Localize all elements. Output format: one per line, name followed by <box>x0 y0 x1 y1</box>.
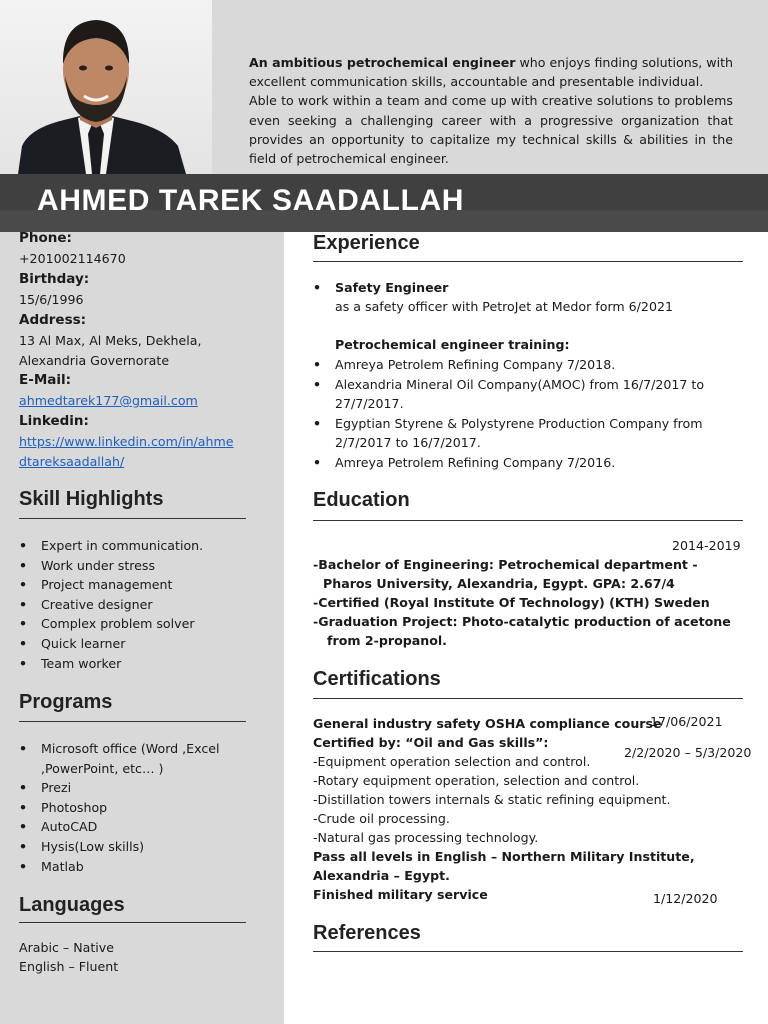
linkedin-link-line-1[interactable]: https://www.linkedin.com/in/ahme <box>19 434 234 449</box>
phone-value: +201002114670 <box>19 251 126 266</box>
education-heading: Education <box>313 489 410 511</box>
list-item: • Egyptian Styrene & Polystyrene Production Company from 2/7/2017 to 16/7/2017. <box>313 414 708 453</box>
osha-date: 17/06/2021 <box>650 714 723 729</box>
programs-divider <box>19 721 246 722</box>
language-english: English – Fluent <box>19 959 119 974</box>
list-item: • Team worker <box>19 654 259 674</box>
experience-divider <box>313 261 743 262</box>
training-heading: Petrochemical engineer training: <box>335 337 570 352</box>
address-line-1: 13 Al Max, Al Meks, Dekhela, <box>19 333 202 348</box>
list-item: • Expert in communication. <box>19 536 259 556</box>
list-item: • Amreya Petrolem Refining Company 7/2018. <box>313 355 708 375</box>
list-item: • Quick learner <box>19 634 259 654</box>
certifications-heading: Certifications <box>313 668 441 690</box>
list-item: • Photoshop <box>19 798 224 818</box>
education-date: 2014-2019 <box>672 538 741 553</box>
phone-label: Phone: <box>19 230 72 246</box>
education-project-cont: from 2-propanol. <box>327 633 447 648</box>
experience-heading: Experience <box>313 232 420 254</box>
language-arabic: Arabic – Native <box>19 940 115 955</box>
intro-paragraph-2: Able to work within a team and come up with creative solutions to problems even seeking a challenging career with a progressive organization that provides an opportunity to capitalize my technical skills & abilities in the field of petrochemical engineer. <box>249 93 733 167</box>
education-degree: -Bachelor of Engineering: Petrochemical department - <box>313 557 698 572</box>
list-item: • Alexandria Mineral Oil Company(AMOC) from 16/7/2017 to 27/7/2017. <box>313 375 708 414</box>
programs-heading: Programs <box>19 691 113 713</box>
military-service: Finished military service <box>313 887 488 902</box>
job-title: • Safety Engineer <box>313 278 733 298</box>
intro-lead: An ambitious petrochemical engineer <box>249 55 516 70</box>
oil-gas-date: 2/2/2020 – 5/3/2020 <box>624 745 752 760</box>
email-label: E-Mail: <box>19 372 72 388</box>
cert-topic: -Crude oil processing. <box>313 811 450 826</box>
job-description: as a safety officer with PetroJet at Medor form 6/2021 <box>335 299 673 314</box>
cert-topic: -Natural gas processing technology. <box>313 830 539 845</box>
list-item: • Amreya Petrolem Refining Company 7/2016. <box>313 453 708 473</box>
list-item: • AutoCAD <box>19 817 224 837</box>
military-date: 1/12/2020 <box>653 891 718 906</box>
list-item: • Complex problem solver <box>19 614 259 634</box>
references-heading: References <box>313 922 421 944</box>
english-cert: Pass all levels in English – Northern Military Institute, Alexandria – Egypt. <box>313 849 695 884</box>
list-item: • Microsoft office (Word ,Excel ,PowerPoint, etc… ) <box>19 739 224 778</box>
cert-topic: -Equipment operation selection and control. <box>313 754 591 769</box>
birthday-value: 15/6/1996 <box>19 292 84 307</box>
education-university: Pharos University, Alexandria, Egypt. GPA: 2.67/4 <box>323 576 675 591</box>
address-line-2: Alexandria Governorate <box>19 353 170 368</box>
languages-heading: Languages <box>19 894 125 916</box>
skills-heading: Skill Highlights <box>19 488 164 510</box>
list-item: • Hysis(Low skills) <box>19 837 224 857</box>
linkedin-link-line-2[interactable]: dtareksaadallah/ <box>19 454 125 469</box>
list-item: • Work under stress <box>19 556 259 576</box>
linkedin-label: Linkedin: <box>19 413 89 429</box>
intro-rest: who enjoys finding solutions, with excellent communication skills, accountable and presentable individual. <box>249 55 733 90</box>
cert-topic: -Distillation towers internals & static refining equipment. <box>313 792 671 807</box>
email-link[interactable]: ahmedtarek177@gmail.com <box>19 393 198 408</box>
list-item: • Prezi <box>19 778 224 798</box>
education-certificate: -Certified (Royal Institute Of Technology) (KTH) Sweden <box>313 595 710 610</box>
intro-summary <box>249 53 733 168</box>
oil-gas-cert: Certified by: “Oil and Gas skills”: <box>313 735 549 750</box>
profile-photo <box>0 0 212 174</box>
education-project: -Graduation Project: Photo-catalytic production of acetone <box>313 614 731 629</box>
list-item: • Matlab <box>19 857 224 877</box>
birthday-label: Birthday: <box>19 271 90 287</box>
full-name: AHMED TAREK SAADALLAH <box>37 184 465 217</box>
cert-topic: -Rotary equipment operation, selection and control. <box>313 773 640 788</box>
training-list <box>313 355 708 473</box>
references-divider <box>313 951 743 952</box>
certifications-divider <box>313 698 743 699</box>
skills-divider <box>19 518 246 519</box>
osha-course: General industry safety OSHA compliance course <box>313 716 662 731</box>
education-divider <box>313 520 743 521</box>
skills-list <box>19 536 259 673</box>
list-item: • Creative designer <box>19 595 259 615</box>
list-item: • Project management <box>19 575 259 595</box>
job-list <box>313 278 733 298</box>
programs-list <box>19 739 224 876</box>
address-label: Address: <box>19 312 87 328</box>
languages-divider <box>19 922 246 923</box>
